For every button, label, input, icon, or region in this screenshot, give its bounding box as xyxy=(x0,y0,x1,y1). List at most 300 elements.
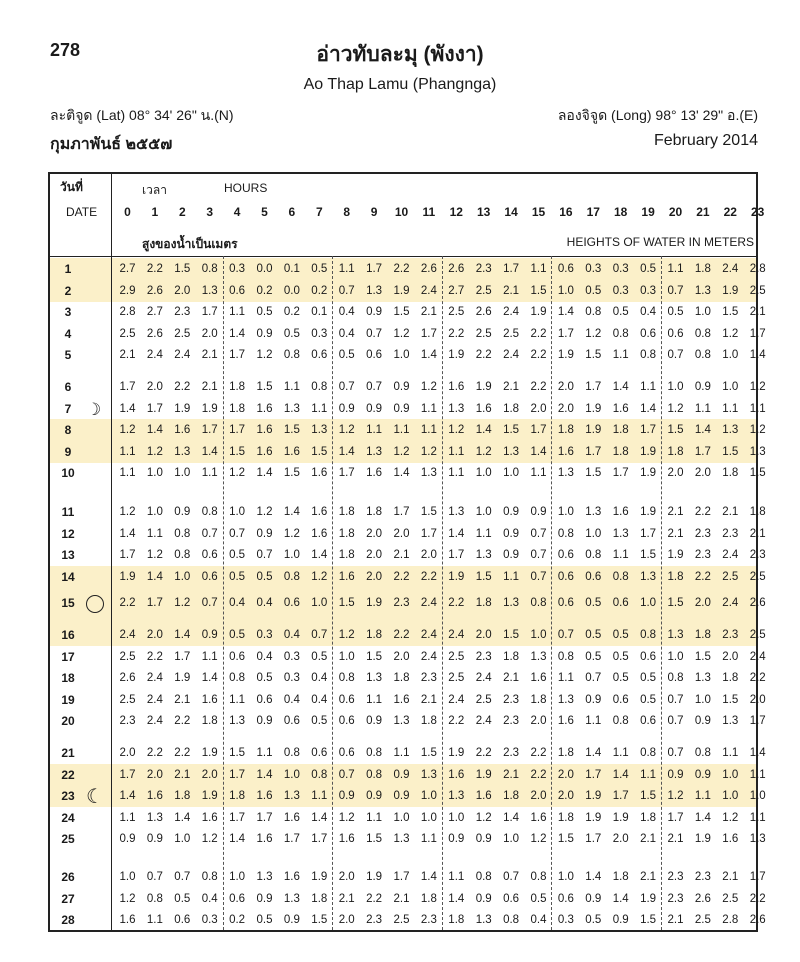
height-cell: 1.7 xyxy=(749,327,766,340)
height-cell: 1.0 xyxy=(174,570,191,583)
height-cell: 0.7 xyxy=(667,284,684,297)
tide-row xyxy=(50,786,766,809)
height-cell: 2.1 xyxy=(420,693,437,706)
hour-label: 9 xyxy=(370,205,378,219)
height-cell: 0.9 xyxy=(694,768,711,781)
height-cell: 0.9 xyxy=(393,790,410,803)
hour-label: 1 xyxy=(151,205,159,219)
height-cell: 2.4 xyxy=(146,672,163,685)
height-cell: 0.9 xyxy=(503,549,520,562)
height-cell: 1.2 xyxy=(119,892,136,905)
height-cell: 0.4 xyxy=(283,693,300,706)
height-cell: 0.8 xyxy=(557,650,574,663)
height-cell: 2.2 xyxy=(530,768,547,781)
height-cell: 2.6 xyxy=(146,284,163,297)
day-number: 24 xyxy=(61,810,75,825)
height-cell: 2.0 xyxy=(119,747,136,759)
height-cell: 2.2 xyxy=(694,570,711,583)
height-cell: 1.3 xyxy=(667,629,684,641)
height-cell: 1.8 xyxy=(612,445,629,458)
height-cell: 1.6 xyxy=(557,445,574,458)
height-cell: 1.7 xyxy=(585,768,602,781)
height-cell: 1.5 xyxy=(503,424,520,437)
date-header-thai: วันที่ xyxy=(60,180,83,194)
height-cell: 0.4 xyxy=(338,327,355,340)
height-cell: 1.0 xyxy=(146,467,163,480)
height-cell: 2.1 xyxy=(667,506,684,518)
height-cell: 1.9 xyxy=(585,811,602,824)
height-cell: 0.5 xyxy=(174,892,191,905)
height-cell: 2.3 xyxy=(420,914,437,927)
height-cell: 0.9 xyxy=(256,527,273,540)
height-cell: 0.5 xyxy=(640,693,657,706)
height-cell: 0.5 xyxy=(612,650,629,663)
height-cell: 1.7 xyxy=(146,402,163,415)
height-cell: 0.7 xyxy=(338,284,355,297)
day-number: 19 xyxy=(61,692,75,707)
height-cell: 1.0 xyxy=(667,381,684,393)
height-cell: 0.7 xyxy=(201,597,218,609)
height-cell: 1.6 xyxy=(256,833,273,846)
day-number: 26 xyxy=(61,870,75,884)
height-cell: 2.0 xyxy=(174,284,191,297)
height-cell: 0.8 xyxy=(640,747,657,759)
height-cell: 0.9 xyxy=(174,506,191,518)
height-cell: 1.0 xyxy=(448,811,465,824)
height-cell: 0.3 xyxy=(283,672,300,685)
tide-row xyxy=(50,399,766,420)
height-cell: 1.0 xyxy=(749,790,766,803)
tide-row xyxy=(50,626,766,646)
height-cell: 1.5 xyxy=(585,467,602,480)
height-cell: 0.8 xyxy=(311,768,328,781)
hour-label: 23 xyxy=(751,205,765,219)
height-cell: 0.9 xyxy=(338,402,355,415)
height-cell: 1.9 xyxy=(694,833,711,846)
height-cell: 2.1 xyxy=(503,381,520,393)
hour-label: 8 xyxy=(343,205,351,219)
height-cell: 0.4 xyxy=(311,672,328,685)
height-cell: 0.6 xyxy=(557,549,574,562)
height-cell: 1.1 xyxy=(420,402,437,415)
height-cell: 0.5 xyxy=(585,597,602,609)
height-cell: 0.7 xyxy=(503,871,520,883)
height-cell: 2.0 xyxy=(338,914,355,927)
height-cell: 1.0 xyxy=(557,506,574,518)
height-cell: 1.7 xyxy=(393,871,410,883)
height-cell: 2.2 xyxy=(475,747,492,759)
height-cell: 2.5 xyxy=(448,306,465,319)
height-cell: 1.3 xyxy=(393,833,410,846)
height-cell: 1.1 xyxy=(311,402,328,415)
height-cell: 0.9 xyxy=(366,306,383,319)
height-cell: 1.4 xyxy=(585,747,602,759)
height-cell: 1.3 xyxy=(174,445,191,458)
height-cell: 1.9 xyxy=(585,790,602,803)
height-cell: 1.7 xyxy=(640,424,657,437)
height-cell: 0.6 xyxy=(311,747,328,759)
height-cell: 1.7 xyxy=(146,597,163,609)
height-cell: 1.5 xyxy=(283,467,300,480)
height-cell: 1.2 xyxy=(475,811,492,824)
height-cell: 1.5 xyxy=(749,467,766,480)
height-cell: 0.3 xyxy=(612,284,629,297)
height-cell: 0.7 xyxy=(256,549,273,562)
hour-label: 17 xyxy=(586,205,600,219)
height-cell: 1.9 xyxy=(640,892,657,905)
height-cell: 1.2 xyxy=(201,833,218,846)
height-cell: 1.8 xyxy=(530,693,547,706)
height-cell: 2.6 xyxy=(448,263,465,275)
height-cell: 2.0 xyxy=(557,790,574,803)
height-cell: 2.2 xyxy=(694,506,711,518)
height-cell: 1.4 xyxy=(475,424,492,437)
height-cell: 1.9 xyxy=(475,381,492,393)
height-cell: 1.8 xyxy=(229,402,246,415)
height-cell: 2.9 xyxy=(119,284,136,297)
height-cell: 1.9 xyxy=(201,790,218,803)
height-cell: 1.8 xyxy=(338,506,355,518)
height-cell: 1.8 xyxy=(366,629,383,641)
height-cell: 1.7 xyxy=(749,871,766,883)
height-cell: 1.7 xyxy=(694,445,711,458)
height-cell: 1.7 xyxy=(366,263,383,275)
height-cell: 2.5 xyxy=(448,672,465,685)
height-cell: 2.5 xyxy=(119,327,136,340)
height-cell: 2.0 xyxy=(201,768,218,781)
height-cell: 0.4 xyxy=(283,629,300,641)
height-cell: 1.8 xyxy=(338,527,355,540)
height-cell: 0.7 xyxy=(174,871,191,883)
height-cell: 1.5 xyxy=(640,790,657,803)
height-cell: 2.5 xyxy=(475,284,492,297)
height-cell: 0.1 xyxy=(283,263,300,275)
height-cell: 0.8 xyxy=(585,549,602,562)
height-cell: 0.9 xyxy=(393,768,410,781)
day-number: 10 xyxy=(61,466,75,481)
height-cell: 1.1 xyxy=(448,467,465,480)
height-cell: 0.6 xyxy=(201,570,218,583)
height-cell: 0.8 xyxy=(201,263,218,275)
height-cell: 1.0 xyxy=(420,811,437,824)
height-cell: 2.3 xyxy=(503,693,520,706)
height-cell: 1.2 xyxy=(119,506,136,518)
height-cell: 2.5 xyxy=(749,570,766,583)
height-cell: 1.4 xyxy=(612,381,629,393)
height-cell: 1.1 xyxy=(338,263,355,275)
height-cell: 0.5 xyxy=(585,284,602,297)
height-cell: 0.3 xyxy=(256,629,273,641)
day-number: 3 xyxy=(64,305,72,320)
height-cell: 2.1 xyxy=(722,871,739,883)
height-cell: 2.5 xyxy=(448,650,465,663)
hour-label: 7 xyxy=(315,205,323,219)
height-cell: 1.5 xyxy=(667,424,684,437)
height-cell: 0.5 xyxy=(283,327,300,340)
height-cell: 0.5 xyxy=(311,715,328,728)
height-cell: 1.4 xyxy=(119,402,136,415)
height-cell: 0.6 xyxy=(557,570,574,583)
height-cell: 0.8 xyxy=(694,327,711,340)
height-cell: 1.8 xyxy=(557,424,574,437)
hour-label: 20 xyxy=(668,205,683,219)
height-cell: 0.6 xyxy=(503,892,520,905)
height-cell: 1.4 xyxy=(530,445,547,458)
tide-row xyxy=(50,648,766,668)
height-cell: 0.8 xyxy=(694,349,711,362)
height-cell: 1.3 xyxy=(475,549,492,562)
height-cell: 1.8 xyxy=(694,629,711,641)
height-cell: 1.7 xyxy=(393,506,410,518)
header-divider xyxy=(50,256,756,257)
height-cell: 0.3 xyxy=(640,284,657,297)
height-cell: 1.2 xyxy=(311,570,328,583)
height-cell: 1.3 xyxy=(722,424,739,437)
hour-label: 15 xyxy=(531,205,546,219)
height-cell: 1.4 xyxy=(503,811,520,824)
height-cell: 2.2 xyxy=(393,263,410,275)
height-cell: 1.9 xyxy=(201,747,218,759)
height-cell: 2.2 xyxy=(530,327,547,340)
height-cell: 0.8 xyxy=(585,306,602,319)
tide-row xyxy=(50,744,766,764)
height-cell: 1.2 xyxy=(475,445,492,458)
height-cell: 2.0 xyxy=(530,402,547,415)
height-cell: 2.1 xyxy=(201,349,218,362)
height-cell: 0.5 xyxy=(229,549,246,562)
height-cell: 2.6 xyxy=(749,914,766,927)
height-cell: 0.8 xyxy=(557,527,574,540)
height-cell: 2.3 xyxy=(503,715,520,728)
height-cell: 1.3 xyxy=(694,284,711,297)
height-cell: 0.6 xyxy=(612,693,629,706)
height-cell: 2.5 xyxy=(722,892,739,905)
height-cell: 0.6 xyxy=(612,597,629,609)
height-cell: 2.1 xyxy=(722,506,739,518)
height-cell: 1.0 xyxy=(475,467,492,480)
height-cell: 0.9 xyxy=(585,693,602,706)
height-cell: 2.6 xyxy=(694,892,711,905)
height-cell: 1.3 xyxy=(503,597,520,609)
height-cell: 1.0 xyxy=(585,527,602,540)
height-cell: 2.1 xyxy=(174,768,191,781)
height-cell: 1.6 xyxy=(283,811,300,824)
height-cell: 0.7 xyxy=(338,381,355,393)
height-cell: 1.1 xyxy=(612,549,629,562)
height-cell: 0.5 xyxy=(585,629,602,641)
height-cell: 1.4 xyxy=(119,527,136,540)
day-number: 15 xyxy=(61,596,75,610)
height-cell: 0.6 xyxy=(229,892,246,905)
height-cell: 1.5 xyxy=(557,833,574,846)
height-cell: 1.8 xyxy=(557,811,574,824)
height-cell: 0.4 xyxy=(640,306,657,319)
height-cell: 1.7 xyxy=(420,527,437,540)
height-cell: 1.4 xyxy=(612,892,629,905)
height-cell: 1.7 xyxy=(256,811,273,824)
height-cell: 1.3 xyxy=(229,715,246,728)
height-cell: 2.4 xyxy=(420,597,437,609)
day-number: 4 xyxy=(64,326,72,341)
height-cell: 1.0 xyxy=(283,768,300,781)
day-number: 17 xyxy=(61,649,75,664)
height-cell: 0.8 xyxy=(311,381,328,393)
height-cell: 2.1 xyxy=(667,914,684,927)
height-cell: 1.7 xyxy=(229,349,246,362)
height-cell: 2.2 xyxy=(749,672,766,685)
height-cell: 1.5 xyxy=(311,914,328,927)
height-cell: 1.8 xyxy=(393,672,410,685)
height-cell: 1.6 xyxy=(311,467,328,480)
height-cell: 1.1 xyxy=(256,747,273,759)
height-cell: 0.7 xyxy=(366,381,383,393)
hour-label: 10 xyxy=(394,205,409,219)
height-cell: 2.5 xyxy=(475,693,492,706)
height-cell: 1.4 xyxy=(201,672,218,685)
day-number: 1 xyxy=(64,262,72,276)
height-cell: 1.6 xyxy=(146,790,163,803)
height-cell: 1.9 xyxy=(393,284,410,297)
height-cell: 2.1 xyxy=(503,672,520,685)
height-cell: 1.4 xyxy=(174,629,191,641)
height-cell: 2.2 xyxy=(530,349,547,362)
height-cell: 2.1 xyxy=(503,284,520,297)
height-cell: 0.5 xyxy=(612,629,629,641)
tide-row xyxy=(50,568,766,588)
height-cell: 1.7 xyxy=(119,768,136,781)
tide-row xyxy=(50,766,766,786)
height-cell: 0.9 xyxy=(283,914,300,927)
height-cell: 2.5 xyxy=(475,327,492,340)
height-cell: 0.7 xyxy=(585,672,602,685)
height-cell: 1.6 xyxy=(201,693,218,706)
height-cell: 1.0 xyxy=(229,871,246,883)
height-cell: 1.3 xyxy=(420,467,437,480)
height-cell: 1.7 xyxy=(585,445,602,458)
height-cell: 0.7 xyxy=(530,570,547,583)
height-cell: 0.5 xyxy=(229,629,246,641)
height-cell: 2.2 xyxy=(420,570,437,583)
height-cell: 1.0 xyxy=(174,833,191,846)
height-cell: 1.1 xyxy=(201,467,218,480)
height-cell: 1.8 xyxy=(612,871,629,883)
height-cell: 0.7 xyxy=(667,693,684,706)
height-cell: 1.3 xyxy=(557,693,574,706)
tide-row xyxy=(50,911,766,931)
height-cell: 1.8 xyxy=(694,263,711,275)
height-cell: 0.7 xyxy=(667,715,684,728)
height-cell: 2.4 xyxy=(503,306,520,319)
height-cell: 1.0 xyxy=(530,629,547,641)
height-cell: 2.2 xyxy=(393,570,410,583)
height-cell: 0.5 xyxy=(256,570,273,583)
height-cell: 1.1 xyxy=(557,672,574,685)
height-cell: 2.0 xyxy=(694,597,711,609)
height-cell: 2.1 xyxy=(640,871,657,883)
height-cell: 2.3 xyxy=(722,629,739,641)
height-cell: 2.3 xyxy=(667,892,684,905)
day-number: 25 xyxy=(61,832,75,847)
height-cell: 2.0 xyxy=(557,381,574,393)
height-cell: 1.3 xyxy=(749,445,766,458)
height-cell: 0.7 xyxy=(667,747,684,759)
height-cell: 1.4 xyxy=(640,402,657,415)
height-cell: 0.2 xyxy=(229,914,246,927)
day-number: 14 xyxy=(61,569,75,584)
longitude-label: ลองจิจูด (Long) 98° 13' 29" อ.(E) xyxy=(557,107,758,123)
height-cell: 0.9 xyxy=(475,833,492,846)
height-cell: 1.5 xyxy=(229,445,246,458)
height-cell: 1.9 xyxy=(530,306,547,319)
height-cell: 2.5 xyxy=(174,327,191,340)
height-cell: 2.2 xyxy=(448,597,465,609)
height-cell: 1.2 xyxy=(174,597,191,609)
height-cell: 1.3 xyxy=(749,833,766,846)
height-cell: 1.7 xyxy=(229,811,246,824)
height-cell: 1.9 xyxy=(475,768,492,781)
height-cell: 0.6 xyxy=(229,650,246,663)
height-cell: 1.1 xyxy=(749,768,766,781)
height-cell: 0.8 xyxy=(174,527,191,540)
tide-row xyxy=(50,868,766,888)
height-cell: 1.5 xyxy=(475,570,492,583)
tide-row xyxy=(50,421,766,441)
height-cell: 2.1 xyxy=(174,693,191,706)
height-cell: 2.2 xyxy=(146,263,163,275)
height-cell: 1.5 xyxy=(722,306,739,319)
height-cell: 0.6 xyxy=(557,263,574,275)
height-cell: 1.0 xyxy=(393,349,410,362)
height-cell: 2.4 xyxy=(119,629,136,641)
height-cell: 2.2 xyxy=(393,629,410,641)
height-cell: 1.0 xyxy=(640,597,657,609)
height-cell: 2.6 xyxy=(119,672,136,685)
height-cell: 1.2 xyxy=(256,349,273,362)
hour-label: 12 xyxy=(449,205,463,219)
height-cell: 1.9 xyxy=(640,467,657,480)
height-cell: 0.3 xyxy=(585,263,602,275)
height-cell: 1.1 xyxy=(722,747,739,759)
height-cell: 0.7 xyxy=(530,527,547,540)
hour-label: 14 xyxy=(504,205,518,219)
height-cell: 0.8 xyxy=(338,672,355,685)
height-cell: 2.4 xyxy=(503,349,520,362)
height-cell: 0.9 xyxy=(119,833,136,846)
height-cell: 1.3 xyxy=(503,445,520,458)
latitude-label: ละติจูด (Lat) 08° 34' 26" น.(N) xyxy=(50,107,234,123)
height-cell: 2.3 xyxy=(475,263,492,275)
height-cell: 1.2 xyxy=(722,327,739,340)
height-cell: 2.4 xyxy=(448,693,465,706)
day-number: 6 xyxy=(64,380,72,394)
height-cell: 1.6 xyxy=(201,811,218,824)
height-cell: 0.6 xyxy=(338,747,355,759)
height-cell: 1.0 xyxy=(503,467,520,480)
hours-header: HOURS xyxy=(224,181,268,195)
height-cell: 1.2 xyxy=(585,327,602,340)
height-cell: 1.9 xyxy=(311,871,328,883)
height-cell: 1.3 xyxy=(448,790,465,803)
height-cell: 1.7 xyxy=(119,549,136,562)
time-header-thai: เวลา xyxy=(142,183,167,197)
height-cell: 1.9 xyxy=(585,402,602,415)
height-cell: 0.6 xyxy=(283,597,300,609)
height-cell: 1.2 xyxy=(420,381,437,393)
hour-label: 0 xyxy=(124,205,131,219)
height-cell: 2.6 xyxy=(146,327,163,340)
height-cell: 1.3 xyxy=(475,914,492,927)
tide-row xyxy=(50,669,766,689)
